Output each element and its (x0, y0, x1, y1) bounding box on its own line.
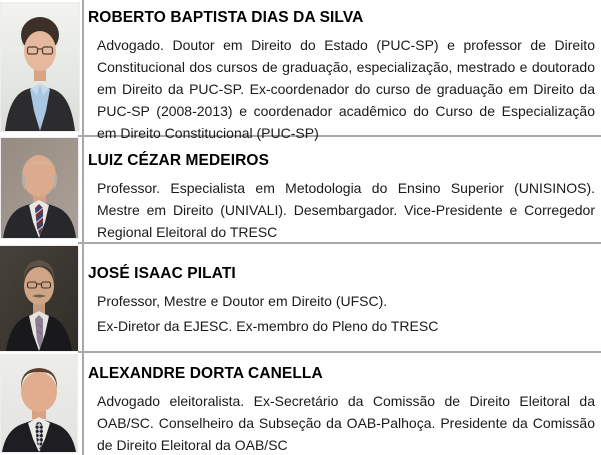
bio-paragraph: Advogado eleitoralista. Ex-Secretário da Comissão de Direito Eleitoral da OAB/SC. Conselheiro da Subseção da OAB-Palhoça. Presidente da Comissão de Direito Eleitoral da OAB/SC (97, 393, 595, 453)
person-bio (88, 390, 595, 455)
person-bio (88, 34, 595, 144)
portrait-photo-roberto (1, 3, 79, 131)
row-divider (78, 351, 601, 353)
column-divider (82, 0, 84, 455)
person-name: ALEXANDRE DORTA CANELLA (88, 365, 323, 382)
person-name: ROBERTO BAPTISTA DIAS DA SILVA (88, 9, 364, 26)
person-bio (88, 290, 595, 337)
portrait-photo-jose (0, 246, 78, 351)
bio-paragraph: Advogado. Doutor em Direito do Estado (PUC-SP) e professor de Direito Constitucional dos cursos de graduação, especialização, mestrado e doutorado em Direito da PUC-SP. Ex-coordenador do curso de graduação em Direito da PUC-SP (2008-2013) e coordenador acadêmico do Curso de Especialização em Direito Constitucional (PUC-SP) (97, 37, 595, 141)
person-bio (88, 177, 595, 243)
person-entry-roberto (88, 6, 595, 144)
bio-paragraph: Ex-Diretor da EJESC. Ex-membro do Pleno do TRESC (97, 318, 439, 334)
portrait-photo-alexandre (1, 355, 77, 452)
person-entry-alexandre (88, 362, 595, 455)
person-entry-jose (88, 262, 595, 337)
person-name: LUIZ CÉZAR MEDEIROS (88, 152, 270, 169)
bio-paragraph: Professor, Mestre e Doutor em Direito (UFSC). (97, 293, 388, 309)
person-name: JOSÉ ISAAC PILATI (88, 265, 236, 282)
portrait-photo-luiz (1, 138, 78, 238)
person-entry-luiz (88, 149, 595, 243)
bio-paragraph: Professor. Especialista em Metodologia do Ensino Superior (UNISINOS). Mestre em Direito (UNIVALI). Desembargador. Vice-Presidente e Corregedor Regional Eleitoral do TRESC (97, 180, 595, 240)
